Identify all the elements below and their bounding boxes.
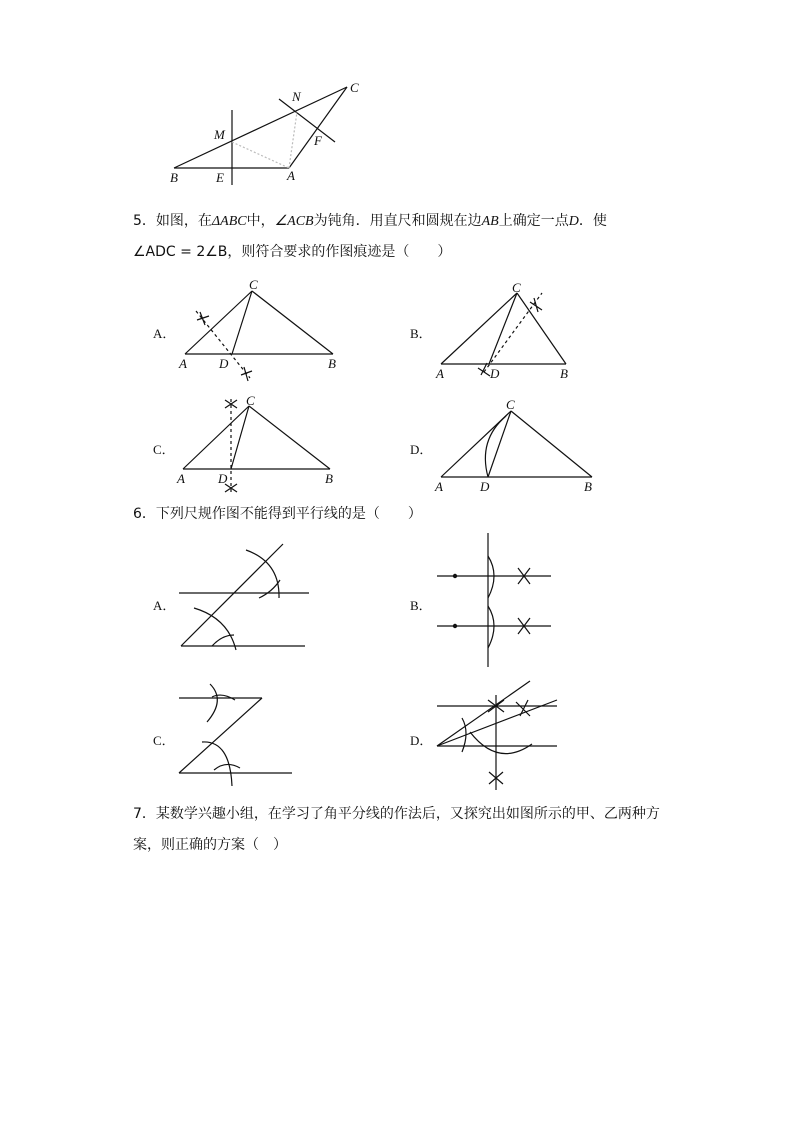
q5b-label-C: C [512, 280, 521, 295]
q5d-label-C: C [506, 397, 515, 412]
label-M: M [214, 127, 225, 142]
label-B: B [170, 170, 178, 185]
q5-line2: ∠ADC = 2∠B，则符合要求的作图痕迹是（ ） [133, 244, 452, 260]
q5c-label-C: C [246, 393, 255, 408]
q6-option-b-label[interactable]: B． [410, 598, 432, 613]
label-F: F [314, 133, 322, 148]
q5b-label-D: D [490, 366, 500, 381]
q5a-label-C: C [249, 277, 258, 292]
q5d-label-D: D [480, 479, 490, 494]
q6-option-a-label[interactable]: A． [153, 598, 176, 613]
q5c-label-D: D [218, 471, 228, 486]
q5d-label-B: B [584, 479, 592, 494]
q6-text: 6．下列尺规作图不能得到平行线的是（ ） [133, 506, 422, 522]
label-A: A [287, 168, 295, 183]
q5-option-d-label[interactable]: D． [410, 442, 433, 457]
label-E: E [216, 170, 224, 185]
label-N: N [292, 89, 301, 104]
q5c-label-B: B [325, 471, 333, 486]
label-C: C [350, 80, 359, 95]
q6-option-c-label[interactable]: C． [153, 733, 175, 748]
q5d-label-A: A [435, 479, 443, 494]
q5a-label-B: B [328, 356, 336, 371]
q5b-label-B: B [560, 366, 568, 381]
q5-option-b-label[interactable]: B． [410, 326, 432, 341]
q5b-label-A: A [436, 366, 444, 381]
q7-line2: 案，则正确的方案（ ） [133, 837, 287, 853]
q6-option-d-label[interactable]: D． [410, 733, 433, 748]
q5-line1: 5．如图，在ΔABC中，∠ACB为钝角．用直尺和圆规在边AB上确定一点D．使 [133, 213, 607, 229]
q5a-label-D: D [219, 356, 229, 371]
q5a-label-A: A [179, 356, 187, 371]
q5-option-a-label[interactable]: A． [153, 326, 176, 341]
q5-option-c-label[interactable]: C． [153, 442, 175, 457]
q5c-label-A: A [177, 471, 185, 486]
q7-line1: 7．某数学兴趣小组，在学习了角平分线的作法后，又探究出如图所示的甲、乙两种方 [133, 806, 660, 822]
